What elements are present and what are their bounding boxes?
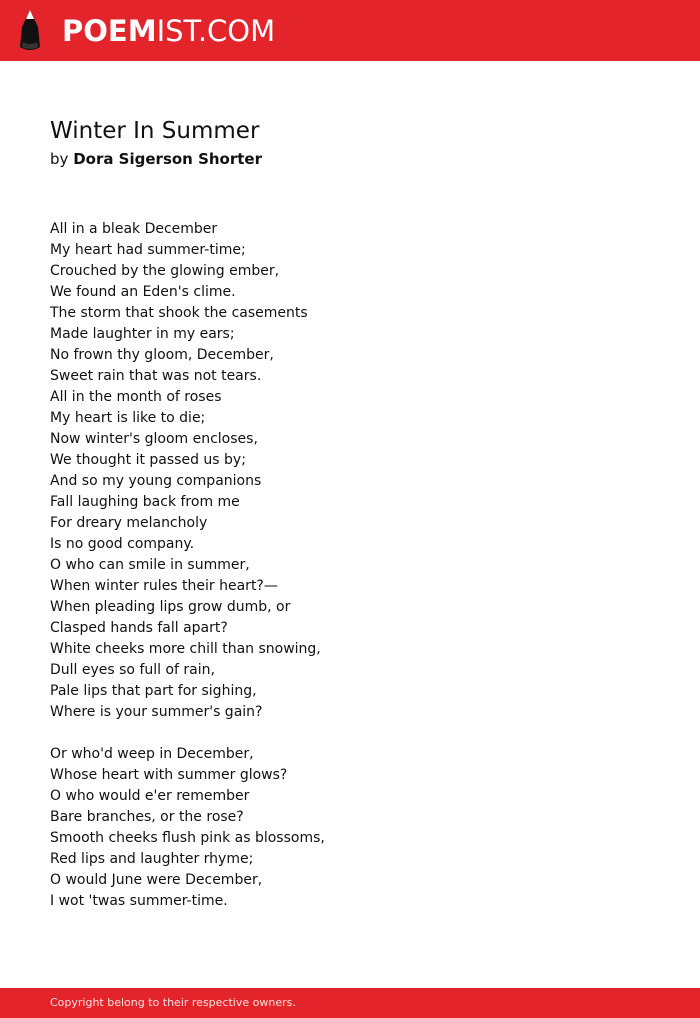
poem-line: And so my young companions xyxy=(50,473,262,489)
poem-line: When winter rules their heart?— xyxy=(50,578,278,594)
poem-line: Smooth cheeks flush pink as blossoms, xyxy=(50,830,325,846)
poem-line: Made laughter in my ears; xyxy=(50,326,235,342)
poem-line: Bare branches, or the rose? xyxy=(50,809,244,825)
poem-line: Dull eyes so full of rain, xyxy=(50,662,215,678)
site-logo[interactable] xyxy=(62,11,275,51)
poem-line: We found an Eden's clime. xyxy=(50,284,236,300)
by-label: by xyxy=(50,150,69,168)
logo-text-bold: POEM xyxy=(62,14,157,48)
poem-line: Or who'd weep in December, xyxy=(50,746,254,762)
poem-line: O would June were December, xyxy=(50,872,263,888)
poem-line: For dreary melancholy xyxy=(50,515,208,531)
poem-line: All in a bleak December xyxy=(50,221,218,237)
site-footer xyxy=(0,988,700,1018)
poem-line: All in the month of roses xyxy=(50,389,222,405)
poem-line: Red lips and laughter rhyme; xyxy=(50,851,254,867)
poem-line: White cheeks more chill than snowing, xyxy=(50,641,321,657)
poem-line: O who would e'er remember xyxy=(50,788,250,804)
poem-line: I wot 'twas summer-time. xyxy=(50,893,228,909)
poem-line: Sweet rain that was not tears. xyxy=(50,368,262,384)
poem-body xyxy=(50,219,650,912)
poem-title: Winter In Summer xyxy=(50,118,260,144)
poem-line: No frown thy gloom, December, xyxy=(50,347,274,363)
poem-line: My heart had summer-time; xyxy=(50,242,246,258)
stanza-1 xyxy=(50,219,650,723)
poem-line: The storm that shook the casements xyxy=(50,305,308,321)
poem-line: Is no good company. xyxy=(50,536,195,552)
author-name: Dora Sigerson Shorter xyxy=(73,150,262,168)
poem-line: O who can smile in summer, xyxy=(50,557,250,573)
poem-line: Fall laughing back from me xyxy=(50,494,240,510)
copyright-notice: Copyright belong to their respective owners. xyxy=(50,996,296,1009)
stanza-divider xyxy=(50,723,650,744)
poem-line: Now winter's gloom encloses, xyxy=(50,431,258,447)
logo-text-light: IST.COM xyxy=(156,14,276,48)
poem-line: Pale lips that part for sighing, xyxy=(50,683,257,699)
poem-line: Where is your summer's gain? xyxy=(50,704,263,720)
byline xyxy=(50,148,262,170)
stanza-2 xyxy=(50,744,650,912)
poem-line: Clasped hands fall apart? xyxy=(50,620,228,636)
poem-line: My heart is like to die; xyxy=(50,410,206,426)
poem-line: Crouched by the glowing ember, xyxy=(50,263,280,279)
poem-line: Whose heart with summer glows? xyxy=(50,767,288,783)
site-header xyxy=(0,0,700,61)
pencil-icon xyxy=(18,9,42,51)
poem-line: When pleading lips grow dumb, or xyxy=(50,599,291,615)
poem-line: We thought it passed us by; xyxy=(50,452,246,468)
